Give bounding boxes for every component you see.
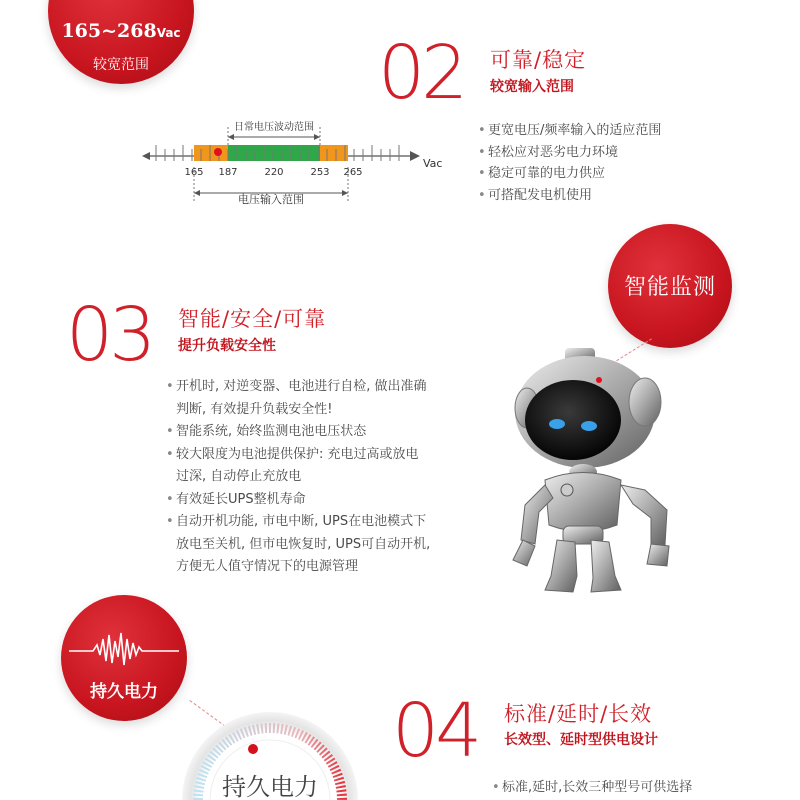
list-item: • 更宽电压/频率输入的适应范围 xyxy=(478,120,661,142)
list-item: • 轻松应对恶劣电力环境 xyxy=(478,142,661,164)
smart-monitoring-badge xyxy=(608,224,732,348)
list-item: • 开机时, 对逆变器、电池进行自检, 做出准确 判断, 有效提升负载安全性! xyxy=(166,376,430,421)
diagram-unit-label: Vac xyxy=(423,157,443,170)
voltage-range-value: 165~268 xyxy=(61,20,157,42)
section-03-number: 03 xyxy=(66,292,153,378)
voltage-range-unit: Vac xyxy=(156,26,181,40)
gauge-indicator-dot xyxy=(248,744,258,754)
list-item: • 较大限度为电池提供保护: 充电过高或放电 过深, 自动停止充放电 xyxy=(166,444,430,489)
section-04-subtitle: 长效型、延时型供电设计 xyxy=(504,732,658,748)
range-segment-high xyxy=(320,145,348,161)
voltage-range-badge xyxy=(48,0,194,84)
list-item: • 自动开机功能, 市电中断, UPS在电池模式下 放电至关机, 但市电恢复时, UPS可自动开机, 方便无人值守情况下的电源管理 xyxy=(166,511,430,579)
list-item: • 可搭配发电机使用 xyxy=(478,185,661,207)
tick-label: 165 xyxy=(184,167,204,178)
smart-monitoring-label: 智能监测 xyxy=(623,275,716,300)
diagram-bottom-label: 电压输入范围 xyxy=(238,193,304,206)
section-02-number: 02 xyxy=(378,30,465,116)
voltage-range-label: 较宽范围 xyxy=(93,57,149,73)
tick-label: 265 xyxy=(343,167,363,178)
tick-label: 220 xyxy=(264,167,284,178)
gauge-label: 持久电力 xyxy=(222,773,318,800)
section-04-title: 标准/延时/长效 xyxy=(504,702,653,726)
waveform-icon xyxy=(69,631,179,667)
section-02-subtitle: 较宽输入范围 xyxy=(490,79,574,95)
list-item: • 智能系统, 始终监测电池电压状态 xyxy=(166,421,430,444)
tick-label: 253 xyxy=(310,167,330,178)
section-03-bullets xyxy=(166,376,430,579)
section-03-title: 智能/安全/可靠 xyxy=(178,307,327,331)
range-segment-low xyxy=(194,145,228,161)
tick-label: 187 xyxy=(218,167,238,178)
list-item: • 标准,延时,长效三种型号可供选择 xyxy=(492,778,692,798)
current-voltage-marker xyxy=(214,148,222,156)
list-item: • 有效延长UPS整机寿命 xyxy=(166,489,430,512)
section-04-number: 04 xyxy=(392,688,479,774)
robot-illustration xyxy=(505,340,685,605)
voltage-range-diagram xyxy=(140,115,443,215)
power-gauge xyxy=(180,700,360,800)
section-02-bullets xyxy=(478,120,661,206)
range-segment-normal xyxy=(228,145,320,161)
durable-power-label: 持久电力 xyxy=(90,682,158,702)
section-04-bullets xyxy=(492,778,692,798)
section-03-subtitle: 提升负载安全性 xyxy=(178,338,276,354)
diagram-top-label: 日常电压波动范围 xyxy=(234,122,314,133)
list-item: • 稳定可靠的电力供应 xyxy=(478,163,661,185)
section-02-title: 可靠/稳定 xyxy=(490,48,587,72)
durable-power-badge xyxy=(61,595,187,721)
